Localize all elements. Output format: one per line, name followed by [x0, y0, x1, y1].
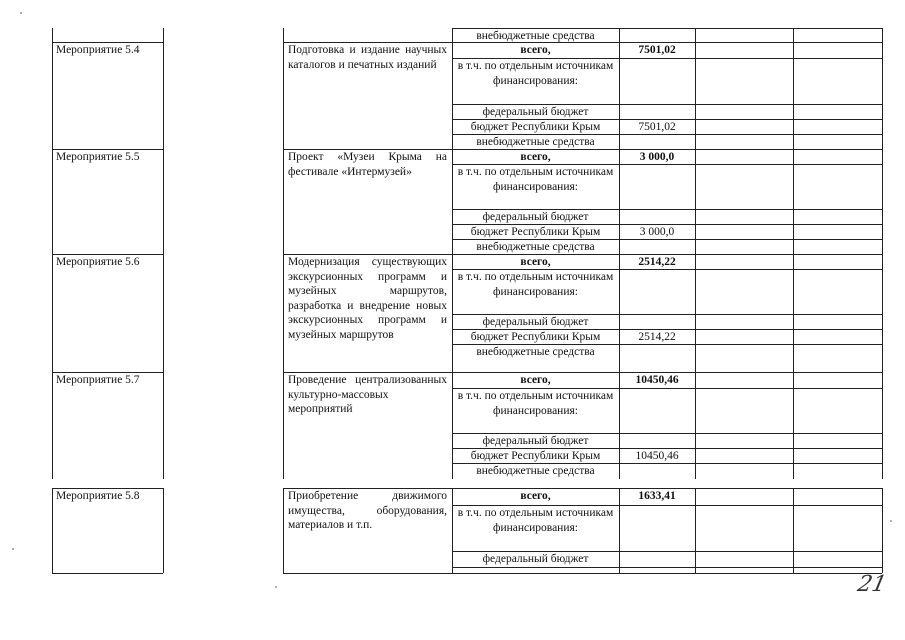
column-border	[882, 149, 883, 254]
column-border	[619, 254, 620, 372]
column-border	[793, 488, 794, 573]
column-border	[163, 488, 164, 573]
column-border	[52, 28, 53, 42]
amount-value: 2514,22	[638, 331, 676, 343]
amount-value: 7501,02	[638, 121, 676, 133]
funding-source-label: федеральный бюджет	[482, 106, 589, 118]
funding-source-label: бюджет Республики Крым	[470, 226, 601, 238]
funding-source-label: внебюджетные средства	[476, 30, 595, 42]
column-border	[793, 28, 794, 42]
funding-source-label: внебюджетные средства	[476, 136, 595, 148]
column-border	[52, 42, 53, 149]
column-border	[283, 42, 284, 149]
total-label: всего,	[520, 256, 551, 268]
funding-source-label: федеральный бюджет	[482, 316, 589, 328]
column-border	[882, 42, 883, 149]
total-label: всего,	[520, 374, 551, 386]
funding-source-label: в т.ч. по отдельным источникам финансирования:	[457, 507, 614, 534]
column-border	[52, 488, 53, 573]
event-label: Мероприятие 5.8	[56, 490, 140, 502]
table-bottom-border	[283, 573, 882, 574]
column-border	[52, 149, 53, 254]
event-description: Подготовка и издание научных каталогов и печатных изданий	[288, 44, 447, 71]
column-border	[695, 488, 696, 573]
column-border	[793, 254, 794, 372]
funding-source-label: федеральный бюджет	[482, 211, 589, 223]
funding-source-label: внебюджетные средства	[476, 346, 595, 358]
amount-value: 10450,46	[635, 450, 679, 462]
column-border	[283, 149, 284, 254]
scan-speck	[20, 12, 22, 14]
funding-source-label: в т.ч. по отдельным источникам финансирования:	[457, 271, 614, 298]
column-border	[695, 254, 696, 372]
column-border	[163, 254, 164, 372]
funding-source-label: внебюджетные средства	[476, 241, 595, 253]
funding-source-label: в т.ч. по отдельным источникам финансирования:	[457, 60, 614, 87]
column-border	[283, 28, 284, 42]
column-border	[882, 28, 883, 42]
column-border	[695, 28, 696, 42]
column-border	[619, 28, 620, 42]
column-border	[283, 372, 284, 479]
event-label: Мероприятие 5.4	[56, 44, 140, 56]
column-border	[882, 372, 883, 479]
sub-row-border	[452, 567, 882, 568]
scan-speck	[890, 520, 892, 522]
total-amount: 10450,46	[635, 374, 679, 386]
total-label: всего,	[520, 490, 551, 502]
total-label: всего,	[520, 151, 551, 163]
column-border	[882, 488, 883, 573]
column-border	[52, 254, 53, 372]
column-border	[882, 254, 883, 372]
column-border	[52, 372, 53, 479]
total-label: всего,	[520, 44, 551, 56]
funding-source-label: бюджет Республики Крым	[470, 450, 601, 462]
event-description: Проект «Музеи Крыма на фестивале «Интермузей»	[288, 151, 447, 178]
total-amount: 7501,02	[638, 44, 676, 56]
column-border	[163, 28, 164, 42]
funding-source-label: федеральный бюджет	[482, 553, 589, 565]
funding-source-label: в т.ч. по отдельным источникам финансирования:	[457, 166, 614, 193]
scan-speck	[12, 548, 14, 550]
funding-source-label: федеральный бюджет	[482, 435, 589, 447]
column-border	[452, 488, 453, 573]
column-border	[452, 254, 453, 372]
funding-source-label: бюджет Республики Крым	[470, 331, 601, 343]
table-bottom-border	[52, 573, 163, 574]
page-number: 21	[855, 572, 889, 597]
total-amount: 1633,41	[638, 490, 676, 502]
event-description: Проведение централизованных культурно-массовых мероприятий	[288, 374, 447, 415]
event-description: Приобретение движимого имущества, оборудования, материалов и т.п.	[288, 490, 447, 531]
funding-source-label: внебюджетные средства	[476, 465, 595, 477]
column-border	[283, 488, 284, 573]
total-amount: 3 000,0	[639, 151, 675, 163]
event-label: Мероприятие 5.5	[56, 151, 140, 163]
event-label: Мероприятие 5.6	[56, 256, 140, 268]
amount-value: 3 000,0	[639, 226, 675, 238]
column-border	[163, 149, 164, 254]
funding-source-label: бюджет Республики Крым	[470, 121, 601, 133]
column-border	[163, 372, 164, 479]
scan-speck	[275, 586, 277, 588]
funding-source-label: в т.ч. по отдельным источникам финансирования:	[457, 390, 614, 417]
column-border	[283, 254, 284, 372]
event-description: Модернизация существующих экскурсионных программ и музейных маршрутов, разработка и внедрение новых экскурсионных программ и музейных маршрутов	[288, 256, 447, 341]
column-border	[163, 42, 164, 149]
event-label: Мероприятие 5.7	[56, 374, 140, 386]
total-amount: 2514,22	[638, 256, 676, 268]
